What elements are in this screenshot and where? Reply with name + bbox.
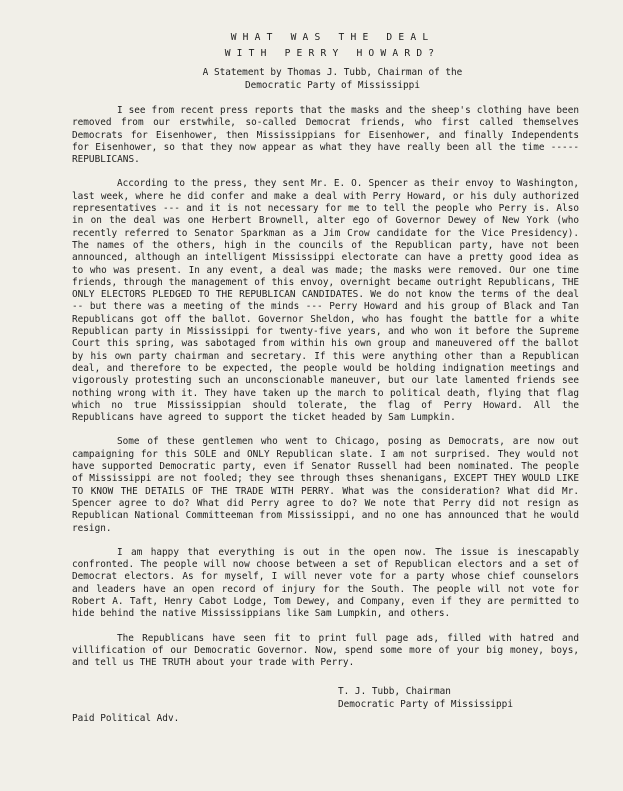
subtitle-line-2: Democratic Party of Mississippi — [245, 80, 420, 91]
signature-name: T. J. Tubb, Chairman — [338, 686, 451, 698]
paragraph-3: Some of these gentlemen who went to Chicago, posing as Democrats, are now out campaigning for this SOLE and ONLY Republican slate. I am not surprised. They would not have supported Democratic party, even if Senator Russell had been nominated. The people of Mississippi are not fooled; they see through thses shenanigans, EXCEPT THEY WOULD LIKE TO KNOW THE DETAILS OF THE TRADE WITH PERRY. What was the consideration? What did Mr. Spencer agree to do? What did Perry agree to do? We note that Perry did not resign as Republican National Committeeman from Mississippi, and no one has announced that he would resign. — [72, 436, 579, 534]
subtitle-line-1: A Statement by Thomas J. Tubb, Chairman of the — [202, 67, 463, 78]
paid-political-adv: Paid Political Adv. — [72, 713, 180, 725]
subtitle — [86, 66, 579, 92]
signature-title: Democratic Party of Mississippi — [338, 699, 513, 711]
title-line-1: WHAT WAS THE DEAL — [230, 32, 435, 43]
paragraph-2: According to the press, they sent Mr. E. O. Spencer as their envoy to Washington, last week, where he did confer and make a deal with Perry Howard, or his duly authorized representatives --- and it is not necessary for me to tell the people who Perry is. Also in on the deal was one Herbert Brownell, alter ego of Governor Dewey of New York (who recently referred to Senator Sparkman as a Jim Crow candidate for the Vice Presidency). The names of the others, high in the councils of the Republican party, have not been announced, although an intelligent Mississippi electorate can have a pretty good idea as to who was present. In any event, a deal was made; the masks were removed. Our one time friends, through the management of this envoy, overnight became outright Republicans, THE ONLY ELECTORS PLEDGED TO THE REPUBLICAN CANDIDATES. We do not know the terms of the deal -- but there was a meeting of the minds --- Perry Howard and his group of Black and Tan Republicans got off the ballot. Governor Sheldon, who has fought the battle for a white Republican party in Mississippi for twenty-five years, and who won it before the Supreme Court this spring, was sabotaged from within his own group and maneuvered off the ballot by his own party chairman and secretary. If this were anything other than a Republican deal, and therefore to be expected, the people would be holding indignation meetings and vigorously protesting such an unconscionable maneuver, but our late lamented friends see nothing wrong with it. They have taken up the march to political death, flying that flag which no true Mississippian should tolerate, the flag of Perry Howard. All the Republicans have agreed to support the ticket headed by Sam Lumpkin. — [72, 178, 579, 424]
paragraph-1: I see from recent press reports that the masks and the sheep's clothing have been removed from our erstwhile, so-called Democrat friends, who first called themselves Democrats for Eisenhower, then Mississippians for Eisenhower, and finally Independents for Eisenhower, so that they now appear as what they have really been all the time ----- REPUBLICANS. — [72, 105, 579, 166]
title-line-2: WITH PERRY HOWARD? — [224, 48, 441, 59]
paragraph-5: The Republicans have seen fit to print full page ads, filled with hatred and villification of our Democratic Governor. Now, spend some more of your big money, boys, and tell us THE TRUTH about your trade with Perry. — [72, 632, 579, 669]
paragraph-4: I am happy that everything is out in the open now. The issue is inescapably confronted. The people will now choose between a set of Republican electors and a set of Democrat electors. As for myself, I will never vote for a party whose chief counselors and leaders have an open record of injury for the South. The people will not vote for Robert A. Taft, Henry Cabot Lodge, Tom Dewey, and Company, even if they are permitted to hide behind the native Mississippians like Sam Lumpkin, and others. — [72, 546, 579, 620]
signature-block — [338, 685, 579, 711]
